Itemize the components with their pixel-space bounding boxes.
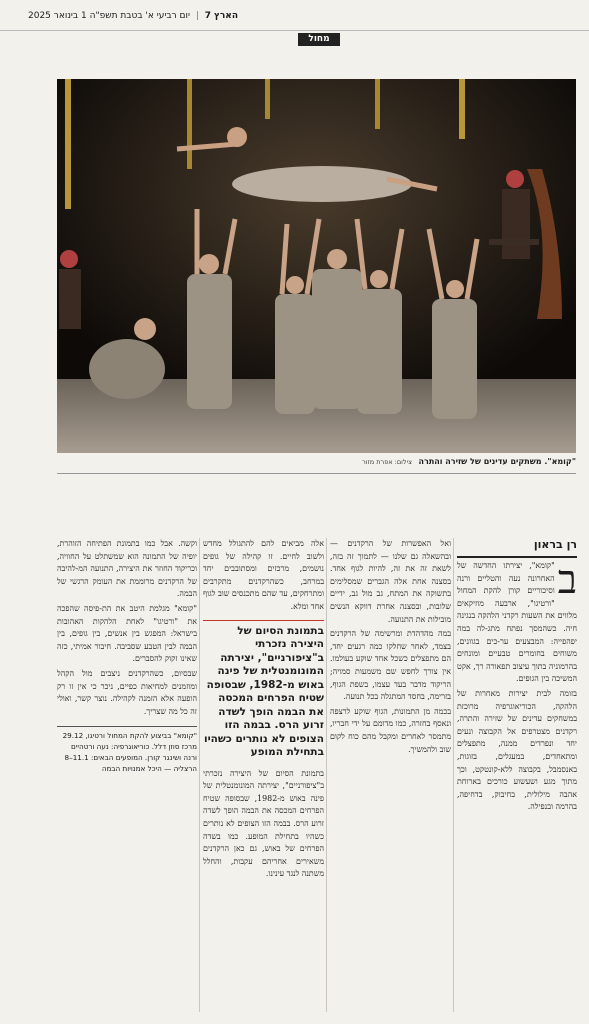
paragraph: "קומא" מגלמת היטב את הת-פיסה שהפכה את "ורטיגו" לאחת הלהקות האהובות בישראל: המפגש בין אנשים, בין גופים, בין הבמה לבין הטבע שסביבה. חיבור אמיתי, כזה שאינו זקוק להסברים.: [57, 603, 197, 664]
article-column-3: [203, 538, 324, 1012]
paragraph: "קומא", יצירתו החדשה של האחרונה נעה והטליים ורנה וסיכוריים קורן להקת המחול "ורטיגו", ארבעה מוזיקאים מלווים את השעות רקדני הלהקה בנגינה חיה. כשהמסך נפתח מתג-לה במה יפהפייה: המבצעים ער-כים בגוונים, משוחים בחומרים טבעיים ומונחים בהרמוניה בתוך עיצוב תפאורה רך, אקט המשיכה בין הגופים.: [457, 561, 577, 684]
byline-rule: [457, 556, 577, 558]
page-header: [0, 0, 589, 31]
stage-photo-illustration: [57, 79, 576, 453]
newspaper-name: הארץ: [213, 11, 239, 21]
paragraph: ואל האפשרות של הרקדנים — ובהשאלה גם שלנו — לתמוך זה בזה, לשאת זה את זה, להיות לגוף אחד. בסצנה אחת אלה הגברים שמסלימים בתשוקה את המתח, גב מול גב, ידיים שלובות, ובסצנה אחרת דווקא הנשים מובילות את התנועה.: [330, 539, 451, 624]
article-column-2: [330, 538, 451, 1012]
article-column-1: [457, 560, 577, 1012]
paragraph: במה מהדהדת ומרשימה של הרקדנים בצמד, לאחר שחלקו כמה רגעים יחד, הם מתפצלים כשכל אחד שוקע בעולמו. אין צורך לחפש שם משמעות סמויה; הריקוד מדבר בעד עצמו, בשפת הגוף, בזרימה, בחסד המתגלה בכל תנועה.: [330, 629, 451, 702]
photo-credit: צילום: אפרת מזור: [362, 458, 412, 466]
caption-text: "קומא". משתקים עדינים של שזירה והתרה: [418, 457, 576, 466]
header-line: [28, 11, 238, 21]
author-byline: רן בראון: [533, 538, 577, 551]
performance-info: "קומא" בביצוע להקת המחול ורטיגו, 29.12 מרכז סוזן דלל. כוריאוגרפיה: נעה ורטהיים ורנה ושינגר קורן. המופעים הבאים: 11.1–8 הרצליה — היכל אמנויות הבמה: [57, 726, 197, 774]
section-label: מחול: [298, 33, 340, 46]
paragraph: בזומה לבית יצירות מאחרות של הלהקה, הכוריאוגרפיה מרוכזת במשחקים עדינים של שזירה והתרה, רקדנים מצטרפים אל הקבוצה ונעים יחד ונפרדים ממנה, מתפצלים ומתאחדים, במעגלים, בזוגות, באנסמבל, בקבוצה ללא-קונטקט, וכך מתוך מגע ושעשוע כורכים בארוחת אהבה מילולית, בחיבוק, בדחיפה, בהרמה ובנפילה.: [457, 688, 577, 812]
column-divider: [453, 538, 454, 1012]
paragraph: בכמה מן התמונות, הגוף שוקע לרצפה ונאסף בחזרה, כמו מדומם על ידי חבריו, מתמסר לאחרים ומקבל מהם כוח לקום שוב ולהמשיך.: [330, 706, 451, 754]
article-column-4: [57, 538, 197, 1012]
photo-caption: [57, 457, 576, 471]
issue-date: יום רביעי א' בטבת תשפ"ה 1 בינואר 2025: [28, 11, 190, 21]
column-divider: [326, 538, 327, 1012]
page-number: 7: [204, 11, 212, 21]
paragraph: בתמונת הסיום של היצירה נזכרתי ב"ציפורניים", יצירתה המונומנטלית של פינה באוש מ-1982, שבסופה שטיח הפרחים המכסה את הבמה הופך לשדה זרוע הרס. בבמה הזו הצופים לא נותרים כשהיו בתחילת המופע. כמו בשדה הפרחים של באוש, גם כאן הרקדנים משאירים אחריהם עקבות, והחלל משתנה לנגד עינינו.: [203, 768, 324, 879]
paragraph: אלה מביאים להם להתגולל מחדש ולשוב לחיים. זו קהילה של גופים נושמים, מרכזים ומסתובבים יחד במרחב, כשהרקדנים מתקרבים ומתרחקים, עד שהם מתכנסים שוב לגוף אחד ומלא.: [203, 539, 324, 611]
drop-cap: ב: [557, 560, 577, 603]
paragraph: וקשה. אבל כמו בתמונת הפתיחה הזוהרת, יופיה של התמונה הוא שמשתלט על החוויה, וכריקוד החוזר את היצירה, התנועה המ-להיבה של הרקדנים מרוממת את העומק הרגשי של הבמה.: [57, 539, 197, 599]
paragraph: שבסיום, כשהרקדנים ניצבים מול הקהל ומוזמנים למחיאות כפיים, ניכר כי אין זו רק הופעה אלא הזמנה לקהילה. נוצר קשר, ואולי זה כל מה שצריך.: [57, 668, 197, 716]
header-separator: |: [195, 11, 199, 21]
column-divider: [199, 538, 200, 1012]
pull-quote: בתמונת הסיום של היצירה נזכרתי ב"ציפורניים", יצירתה המונומנטלית של פינה באוש מ-1982, שבסופה שטיח הפרחים המכסה את הבמה הופך לשדה זרוע הרס. בבמה הזו הצופים לא נותרים כשהיו בתחילת המופע: [203, 620, 324, 760]
dance-photo: [57, 79, 576, 453]
caption-divider: [57, 473, 576, 474]
